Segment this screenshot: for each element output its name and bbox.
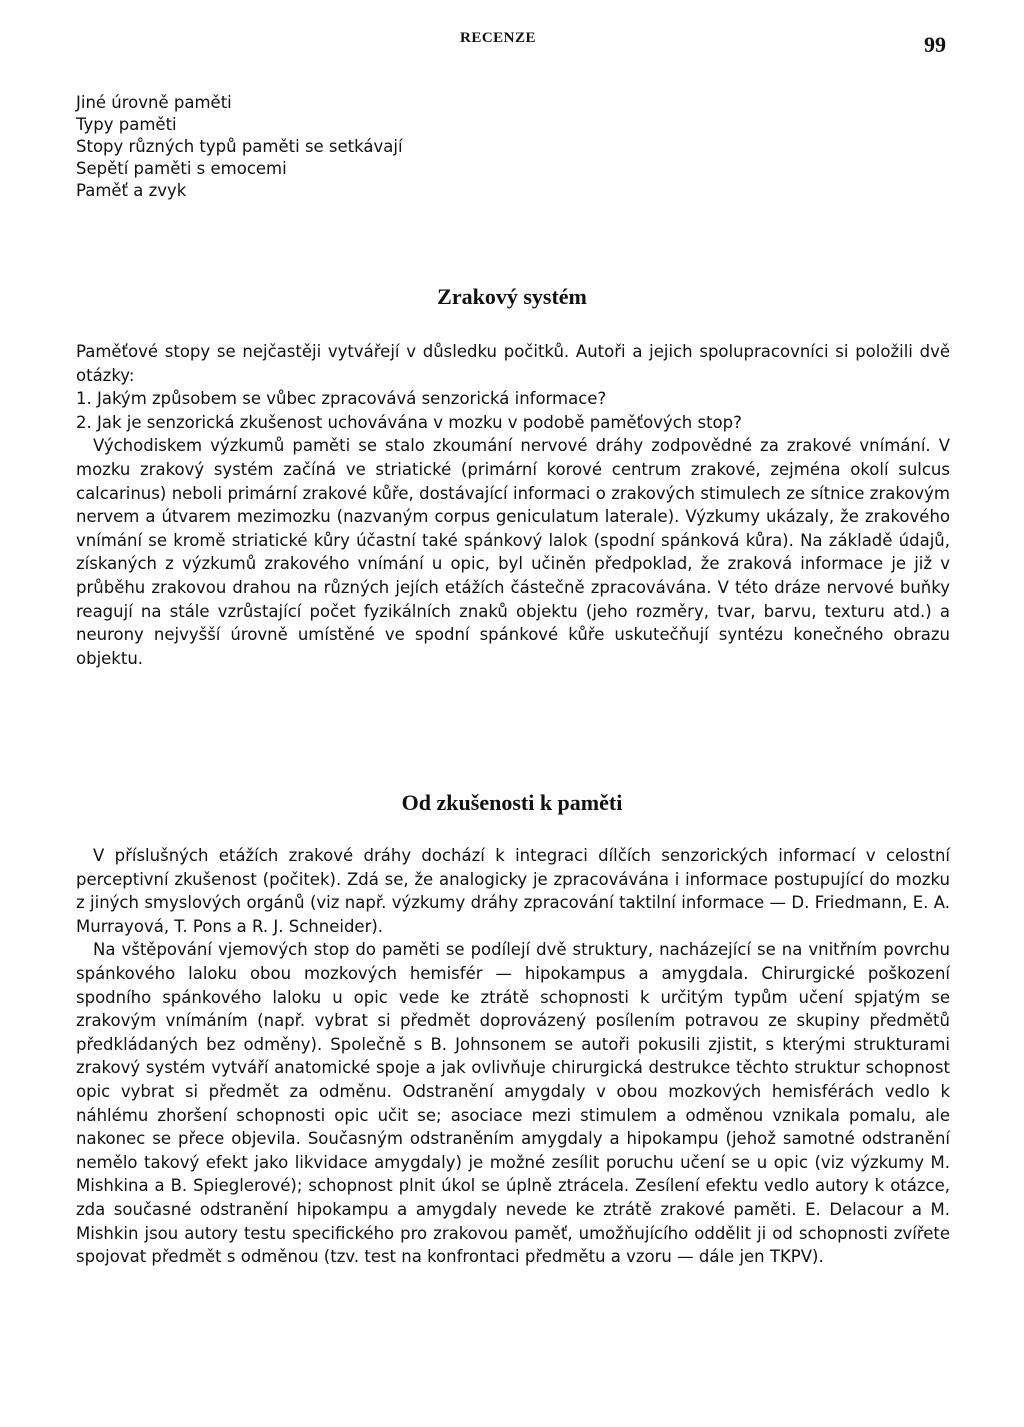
question-item: 2. Jak je senzorická zkušenost uchovávána v mozku v podobě paměťových stop?: [76, 412, 742, 432]
paragraph: V příslušných etážích zrakové dráhy dochází k integraci dílčích senzorických informací v celostní perceptivní zkušenost (počitek). Zdá se, že analogicky je zpracovávána i informace postupující do mozku z jiných smyslových orgánů (viz např. výzkumy dráhy zpracování taktilní informace — D. Friedmann, E. A. Murrayová, T. Pons a R. J. Schneider).: [76, 846, 950, 936]
contents-item: Stopy různých typů paměti se setkávají: [76, 137, 403, 156]
section-body-experience-to-memory: [76, 844, 950, 1269]
question-item: 1. Jakým způsobem se vůbec zpracovává senzorická informace?: [76, 389, 607, 409]
page-number: 99: [924, 32, 946, 57]
section-heading-experience-to-memory: Od zkušenosti k paměti: [401, 790, 623, 815]
contents-list: [76, 92, 403, 202]
paragraph: Paměťové stopy se nejčastěji vytvářejí v důsledku počitků. Autoři a jejich spolupracovníci si položili dvě otázky:: [76, 342, 950, 385]
section-heading-visual-system: Zrakový systém: [437, 284, 587, 309]
section-body-visual-system: [76, 340, 950, 670]
contents-item: Sepětí paměti s emocemi: [76, 159, 287, 178]
contents-item: Typy paměti: [76, 115, 177, 134]
contents-item: Paměť a zvyk: [76, 181, 187, 200]
paragraph: Východiskem výzkumů paměti se stalo zkoumání nervové dráhy zodpovědné za zrakové vnímání. V mozku zrakový systém začíná ve striatické (primární korové centrum zrakové, zejména okolí sulcus calcarinus) neboli primární zrakové kůře, dostávající informaci o zrakových stimulech ze sítnice zrakovým nervem a útvarem mezimozku (nazvaným corpus geniculatum laterale). Výzkumy ukázaly, že zrakového vnímání se kromě striatické kůry účastní také spánkový lalok (spodní spánková kůra). Na základě údajů, získaných z výzkumů zrakového vnímání u opic, byl učiněn předpoklad, že zraková informace je již v průběhu zrakovou drahou na různých jejích etážích částečně zpracovávána. V této dráze nervové buňky reagují na stále vzrůstající počet fyzikálních znaků objektu (jeho rozměry, tvar, barvu, texturu atd.) a neurony nejvyšší úrovně umístěné ve spodní spánkové kůře uskutečňují syntézu konečného obrazu objektu.: [76, 436, 950, 668]
contents-item: Jiné úrovně paměti: [76, 93, 232, 112]
running-head: RECENZE: [460, 30, 537, 46]
paragraph: Na vštěpování vjemových stop do paměti se podílejí dvě struktury, nacházející se na vnitřním povrchu spánkového laloku obou mozkových hemisfér — hipokampus a amygdala. Chirurgické poškození spodního spánkového laloku u opic vede ke ztrátě schopnosti k určitým typům učení spjatým se zrakovým vnímáním (např. vybrat si předmět doprovázený posílením potravou ze skupiny předmětů předkládaných bez odměny). Společně s B. Johnsonem se autoři pokusili zjistit, s kterými strukturami zrakový systém vytváří anatomické spoje a jak ovlivňuje chirurgická destrukce těchto struktur schopnost opic vybrat si předmět za odměnu. Odstranění amygdaly v obou mozkových hemisférách vedlo k náhlému zhoršení schopnosti opic učit se; asociace mezi stimulem a odměnou vznikala pomalu, ale nakonec se přece objevila. Současným odstraněním amygdaly a hipokampu (jehož samotné odstranění nemělo takový efekt jako likvidace amygdaly) je možné zesílit poruchu učení se u opic (viz výzkumy M. Mishkina a B. Spieglerové); schopnost plnit úkol se úplně ztrácela. Zesílení efektu vedlo autory k otázce, zda současné odstranění hipokampu a amygdaly nevede ke ztrátě zrakové paměti. E. Delacour a M. Mishkin jsou autory testu specifického pro zrakovou paměť, umožňujícího oddělit ji od schopnosti zvířete spojovat předmět s odměnou (tzv. test na konfrontaci předmětu a vzoru — dále jen TKPV).: [76, 940, 950, 1267]
